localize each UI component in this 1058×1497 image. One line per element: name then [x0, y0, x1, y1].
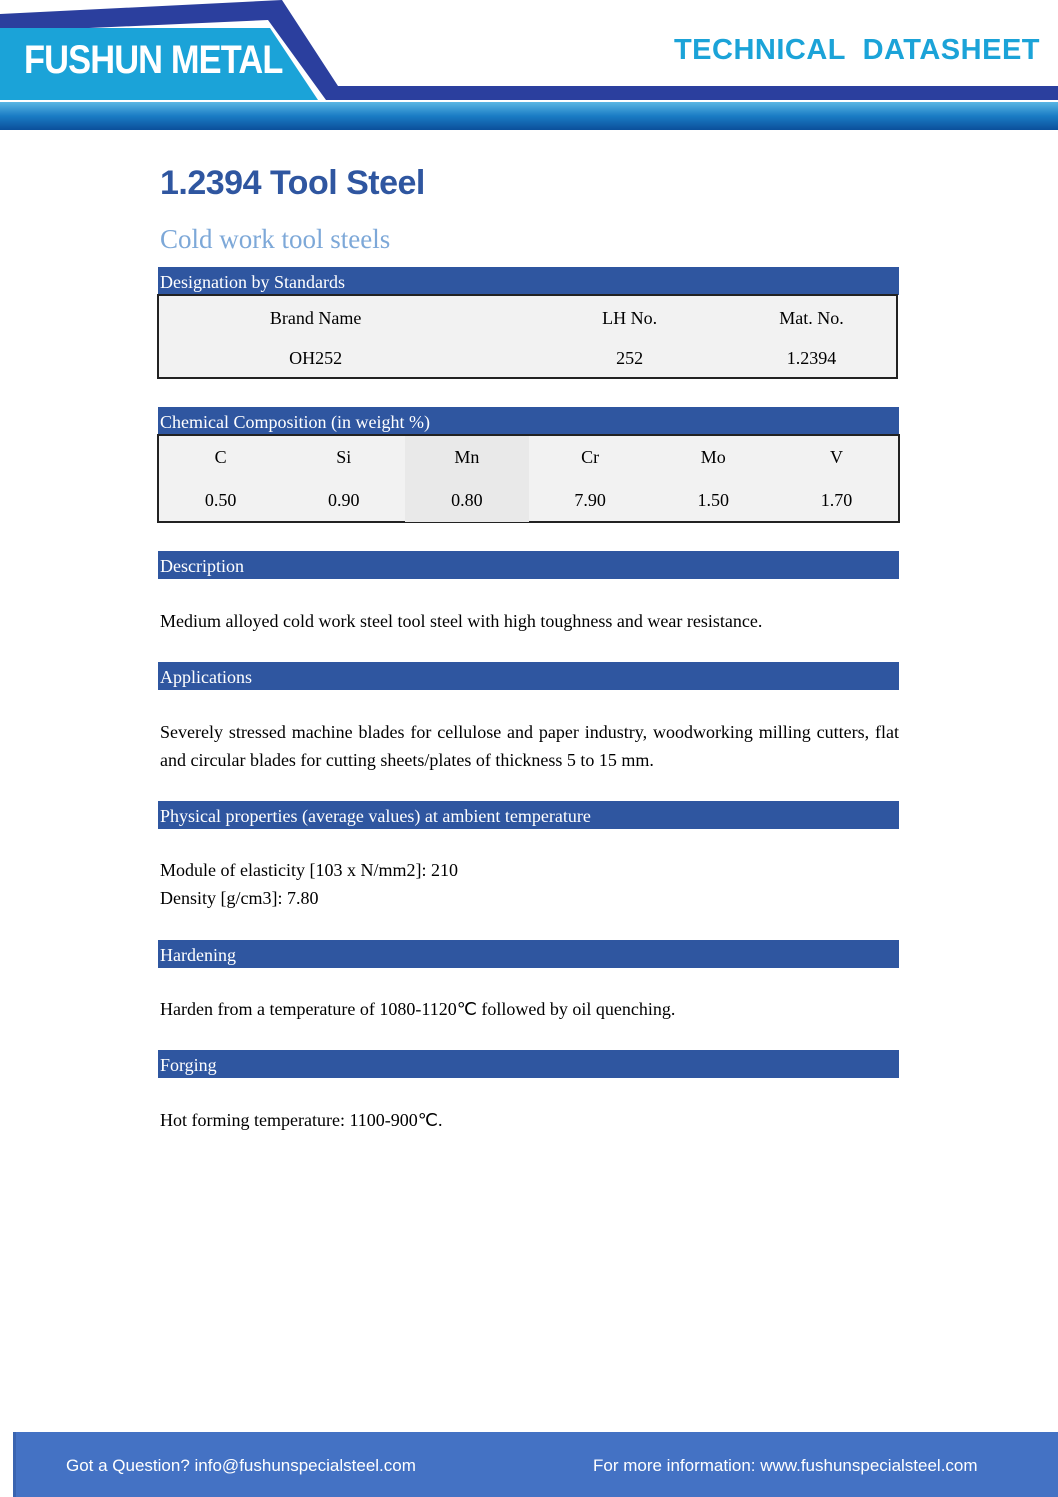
- column-header: Cr: [581, 447, 600, 467]
- table-cell: 1.50: [697, 490, 730, 510]
- column-header: Mn: [405, 436, 528, 479]
- column-header: Si: [336, 447, 352, 467]
- footer-contact-email[interactable]: Got a Question? info@fushunspecialsteel.com: [66, 1456, 416, 1475]
- section-description-heading: Description: [158, 551, 899, 579]
- footer-website-link[interactable]: For more information: www.fushunspecialsteel.com: [593, 1456, 978, 1475]
- column-header: Brand Name: [269, 308, 362, 328]
- table-header-row: [159, 436, 898, 479]
- table-cell: OH252: [289, 348, 343, 368]
- section-applications-heading: Applications: [158, 662, 899, 690]
- table-row: [159, 338, 896, 378]
- column-header: Mat. No.: [779, 308, 844, 328]
- section-forging-heading: Forging: [158, 1050, 899, 1078]
- hardening-text: Harden from a temperature of 1080-1120℃ followed by oil quenching.: [160, 999, 676, 1019]
- column-header: Mo: [700, 447, 726, 467]
- table-cell: 0.50: [204, 490, 237, 510]
- table-header-row: [159, 298, 896, 338]
- table-row: [159, 479, 898, 522]
- section-designation-heading: Designation by Standards: [158, 267, 899, 295]
- page-title: 1.2394 Tool Steel: [160, 164, 425, 202]
- column-header: V: [829, 447, 843, 467]
- page-subtitle: Cold work tool steels: [160, 224, 391, 254]
- physical-elasticity-text: Module of elasticity [103 x N/mm2]: 210: [160, 860, 458, 880]
- section-chemical-heading: Chemical Composition (in weight %): [158, 407, 899, 435]
- table-cell: 1.2394: [786, 348, 837, 368]
- page-footer: [13, 1432, 1058, 1497]
- table-cell: 7.90: [574, 490, 606, 510]
- description-text: Medium alloyed cold work steel tool steel with high toughness and wear resistance.: [160, 611, 763, 631]
- document-type-label: TECHNICAL DATASHEET: [673, 34, 1040, 66]
- designation-table: [157, 294, 898, 379]
- column-header: C: [214, 447, 227, 467]
- table-cell: 0.90: [328, 490, 360, 510]
- brand-logo: FUSHUN METAL: [24, 38, 283, 82]
- table-cell: 0.80: [405, 479, 528, 522]
- table-cell: 1.70: [820, 490, 853, 510]
- physical-density-text: Density [g/cm3]: 7.80: [160, 888, 319, 908]
- page-header: [0, 0, 1058, 132]
- section-physical-heading: Physical properties (average values) at ambient temperature: [158, 801, 899, 829]
- forging-text: Hot forming temperature: 1100-900℃.: [160, 1110, 443, 1130]
- chemical-table: [157, 434, 900, 523]
- applications-text: Severely stressed machine blades for cellulose and paper industry, woodworking milling cutters, flat and circular blades for cutting sheets/plates of thickness 5 to 15 mm.: [160, 722, 899, 770]
- table-cell: 252: [616, 348, 644, 368]
- section-hardening-heading: Hardening: [158, 940, 899, 968]
- column-header: LH No.: [602, 308, 658, 328]
